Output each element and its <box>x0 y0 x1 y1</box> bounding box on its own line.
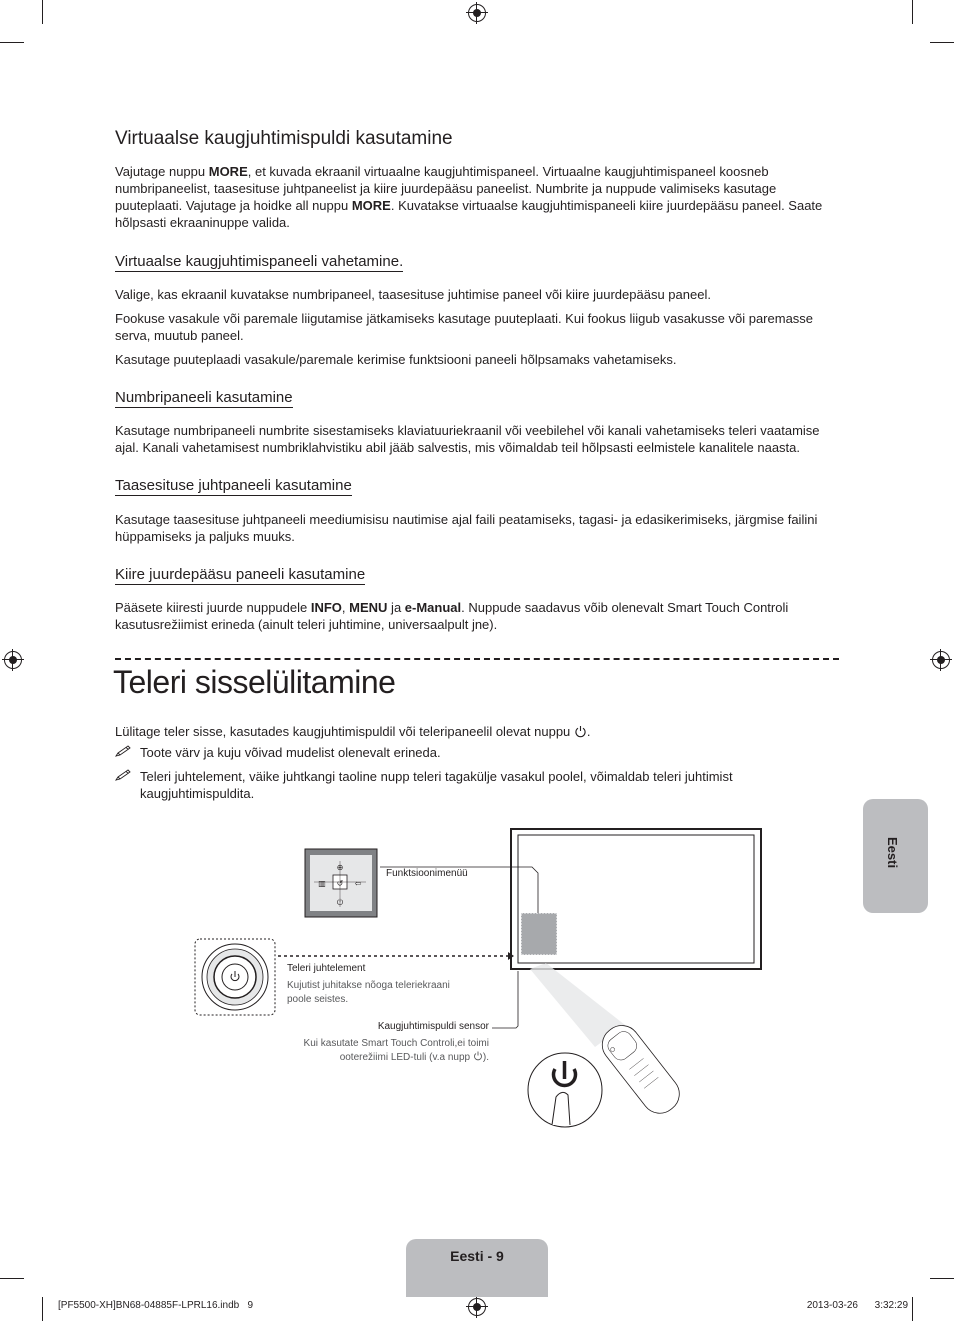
text-run: Pääsete kiiresti juurde nuppudele <box>115 600 311 615</box>
text-run: . Nuppude saadavus võib olenevalt Smart Touch Controli kasutusrežiimist erineda (ainult teleri juhtimine, universaalpult jne). <box>115 600 789 632</box>
page-number-tab <box>406 1239 548 1297</box>
paragraph <box>115 723 845 740</box>
remote-control <box>595 1018 687 1120</box>
crop-mark <box>0 42 24 43</box>
label-tv-control: Teleri juhtelement <box>287 963 366 974</box>
section-title: Virtuaalse kaugjuhtimispuldi kasutamine <box>115 128 453 149</box>
crop-mark <box>42 1297 43 1321</box>
footer-datetime: 2013-03-26 3:32:29 <box>806 1300 908 1311</box>
function-menu-area <box>521 913 557 955</box>
text-run: ooterežiimi LED-tuli (v.a nupp <box>339 1052 473 1063</box>
power-icon <box>574 725 587 738</box>
registration-mark-icon <box>4 651 22 669</box>
menu-icon-bottom: ⏻ <box>336 898 344 907</box>
registration-mark-icon <box>468 1298 486 1316</box>
text-run: ja <box>387 600 405 615</box>
paragraph: Kasutage numbripaneeli numbrite sisestamiseks klaviatuuriekraanil või veebilehel või kanali vahetamiseks teleri vaatamise ajal. Kanali vahetamisest numbriklahvistiku abil jääb salvestis, mis võimaldab teil hõlpsasti eelmistele kanalitele naasta. <box>115 423 820 455</box>
menu-icon-right: ⇦ <box>354 879 362 888</box>
text-run: . Kuvatakse virtuaalse kaugjuhtimispaneeli kiire juurdepääsu paneel. Saate hõlpsasti ekraaninuppe valida. <box>115 198 823 230</box>
label-remote-sensor: Kaugjuhtimispuldi sensor <box>377 1021 489 1032</box>
subsection-title: Virtuaalse kaugjuhtimispaneeli vahetamine. <box>115 253 404 270</box>
text-run: Lülitage teler sisse, kasutades kaugjuhtimispuldil või teleripaneelil olevat nuppu <box>115 724 574 739</box>
paragraph: Kasutage puuteplaadi vasakule/paremale kerimise funktsiooni paneeli hõlpsamaks vahetamiseks. <box>115 352 677 367</box>
note-pencil-icon <box>115 768 133 782</box>
label-tv-control-desc <box>287 979 450 1007</box>
text-run: poole seistes. <box>287 994 349 1005</box>
text-run: , <box>341 600 350 615</box>
tv-diagram <box>190 825 770 1135</box>
note <box>115 744 815 762</box>
bold-text: MORE <box>351 198 391 213</box>
registration-mark-icon <box>932 651 950 669</box>
text-run: . <box>586 724 591 739</box>
text-run: Vajutage nuppu <box>115 164 209 179</box>
text-run: Kui kasutate Smart Touch Controli,ei toimi <box>303 1038 489 1049</box>
crop-mark <box>912 1297 913 1321</box>
crop-mark <box>930 1278 954 1279</box>
crop-mark <box>0 1278 24 1279</box>
paragraph: Fookuse vasakule või paremale liigutamise jätkamiseks kasutage puuteplaati. Kui fookus liigub vasakusse või paremasse serva, muutub paneel. <box>115 311 814 343</box>
menu-icon-center: ↺ <box>336 879 344 888</box>
section-divider <box>115 658 839 660</box>
crop-mark <box>930 42 954 43</box>
paragraph: Valige, kas ekraanil kuvatakse numbripaneel, taasesituse juhtimise paneel või kiire juurdepääsu paneel. <box>115 287 711 302</box>
crop-mark <box>42 0 43 24</box>
page-title: Teleri sisselülitamine <box>113 664 396 700</box>
footer-file-name: [PF5500-XH]BN68-04885F-LPRL16.indb 9 <box>58 1300 254 1311</box>
note <box>115 768 815 804</box>
text-run: Kujutist juhitakse nõoga teleriekraani <box>287 980 450 991</box>
paragraph: Kasutage taasesituse juhtpaneeli meediumisisu nautimise ajal faili peatamiseks, tagasi- ja edasikerimiseks, järgmise failini hüppamiseks ja paljuks muuks. <box>115 512 818 544</box>
power-icon <box>473 1051 483 1061</box>
bold-text: e-Manual <box>404 600 462 615</box>
label-function-menu: Funktsioonimenüü <box>386 868 468 879</box>
crop-mark <box>912 0 913 24</box>
paragraph <box>115 163 845 231</box>
bold-text: MORE <box>208 164 248 179</box>
subsection-title: Numbripaneeli kasutamine <box>115 389 293 406</box>
paragraph <box>115 599 845 633</box>
bold-text: INFO <box>310 600 342 615</box>
language-side-tab-label: Eesti <box>885 837 900 869</box>
subsection-title: Taasesituse juhtpaneeli kasutamine <box>115 477 352 494</box>
label-remote-sensor-desc <box>250 1037 489 1065</box>
text-run: ). <box>482 1052 489 1063</box>
note-text: Teleri juhtelement, väike juhtkangi taoline nupp teleri tagakülje vasakul poolel, võimaldab teleri juhtimist kaugjuhtimispuldita. <box>140 769 733 801</box>
menu-icon-top: ⊕ <box>336 863 344 872</box>
note-pencil-icon <box>115 744 133 758</box>
text-run: , et kuvada ekraanil virtuaalne kaugjuhtimispaneel. Virtuaalne kaugjuhtimispaneel koosneb numbripaneelist, taasesituse juhtpaneelist ja kiire juurdepääsu paneelist. Numbrite ja nuppude valimiseks kasutage puuteplaati. Vajutage ja hoidke all nuppu <box>115 164 777 213</box>
note-text: Toote värv ja kuju võivad mudelist olenevalt erineda. <box>140 745 441 760</box>
subsection-title: Kiire juurdepääsu paneeli kasutamine <box>115 566 366 583</box>
page-number: Eesti - 9 <box>450 1248 504 1264</box>
language-side-tab <box>863 799 928 913</box>
registration-mark-icon <box>468 4 486 22</box>
menu-icon-left: ▥ <box>318 879 326 888</box>
bold-text: MENU <box>349 600 388 615</box>
leader-line-sensor <box>492 971 518 1028</box>
